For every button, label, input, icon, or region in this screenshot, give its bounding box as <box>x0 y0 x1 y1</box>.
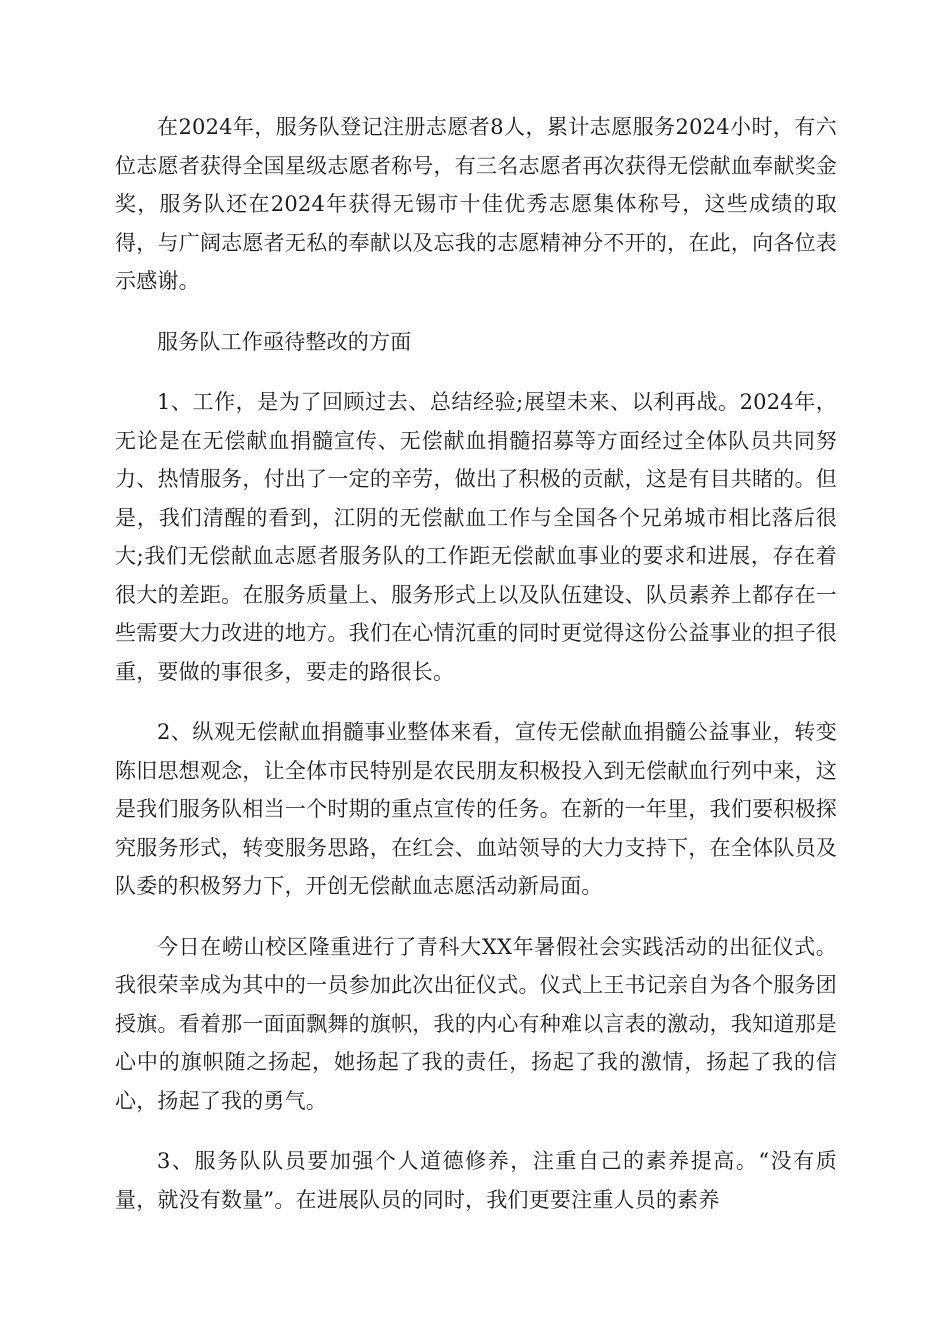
paragraph-achievements: 在2024年，服务队登记注册志愿者8人，累计志愿服务2024小时，有六位志愿者获得全国星级志愿者称号，有三名志愿者再次获得无偿献血奉献奖金奖，服务队还在2024年获得无锡市十佳优秀志愿集体称号，这些成绩的取得，与广阔志愿者无私的奉献以及忘我的志愿精神分不开的，在此，向各位表示感谢。 <box>115 115 837 293</box>
paragraph-point-3: 3、服务队队员要加强个人道德修养，注重自己的素养提高。“没有质量，就没有数量”。在进展队员的同时，我们更要注重人员的素养 <box>115 1149 837 1212</box>
paragraph-point-2: 2、纵观无偿献血捐髓事业整体来看，宣传无偿献血捐髓公益事业，转变陈旧思想观念，让全体市民特别是农民朋友积极投入到无偿献血行列中来，这是我们服务队相当一个时期的重点宣传的任务。在新的一年里，我们要积极探究服务形式，转变服务思路，在红会、血站领导的大力支持下，在全体队员及队委的积极努力下，开创无偿献血志愿活动新局面。 <box>115 720 837 898</box>
document-body <box>115 108 837 1241</box>
paragraph-point-1: 1、工作，是为了回顾过去、总结经验;展望未来、以利再战。2024年，无论是在无偿献血捐髓宣传、无偿献血捐髓招募等方面经过全体队员共同努力、热情服务，付出了一定的辛劳，做出了积极的贡献，这是有目共睹的。但是，我们清醒的看到，江阴的无偿献血工作与全国各个兄弟城市相比落后很大;我们无偿献血志愿者服务队的工作距无偿献血事业的要求和进展，存在着很大的差距。在服务质量上、服务形式上以及队伍建设、队员素养上都存在一些需要大力改进的地方。我们在心情沉重的同时更觉得这份公益事业的担子很重，要做的事很多，要走的路很长。 <box>115 390 837 684</box>
paragraph-ceremony: 今日在崂山校区隆重进行了青科大XX年暑假社会实践活动的出征仪式。我很荣幸成为其中的一员参加此次出征仪式。仪式上王书记亲自为各个服务团授旗。看着那一面面飘舞的旗帜，我的内心有种难以言表的激动，我知道那是心中的旗帜随之扬起，她扬起了我的责任，扬起了我的激情，扬起了我的信心，扬起了我的勇气。 <box>115 934 837 1113</box>
paragraph-heading-improvements: 服务队工作亟待整改的方面 <box>157 329 412 354</box>
